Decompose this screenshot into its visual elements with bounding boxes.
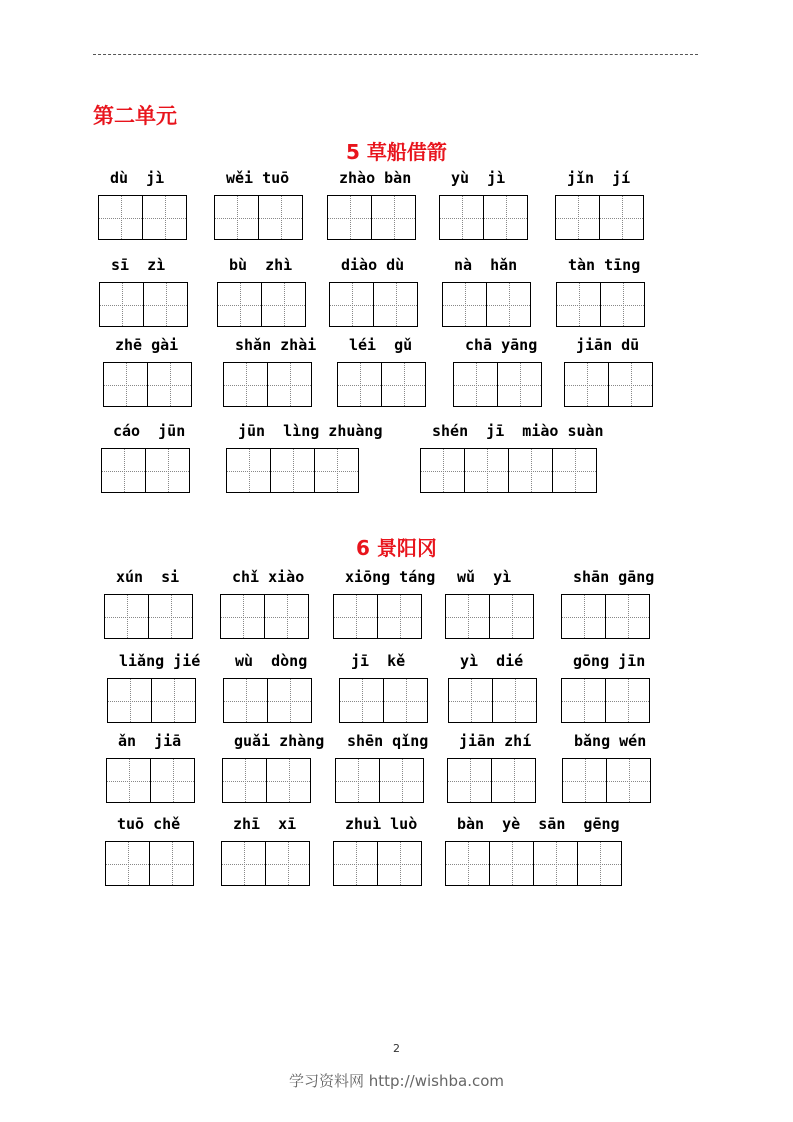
tian-zi-box[interactable] [329, 282, 374, 327]
pinyin-label: wěi tuō [226, 169, 290, 187]
writing-grid [420, 448, 596, 493]
tian-zi-box[interactable] [453, 362, 498, 407]
tian-zi-box[interactable] [314, 448, 359, 493]
pinyin-label: jūn lìng zhuàng [238, 422, 383, 440]
writing-grid [555, 195, 643, 240]
word-item [561, 652, 649, 723]
pinyin-label: jī kě [351, 652, 406, 670]
writing-grid [223, 678, 311, 723]
pinyin-label: jǐn jí [567, 169, 631, 187]
tian-zi-box[interactable] [151, 678, 196, 723]
writing-grid [445, 841, 621, 886]
tian-zi-box[interactable] [98, 195, 143, 240]
tian-zi-box[interactable] [223, 362, 268, 407]
pinyin-label: zhē gài [115, 336, 179, 354]
tian-zi-box[interactable] [105, 841, 150, 886]
tian-zi-box[interactable] [214, 195, 259, 240]
writing-grid [105, 841, 193, 886]
tian-zi-box[interactable] [258, 195, 303, 240]
writing-grid [442, 282, 530, 327]
word-item [337, 336, 425, 407]
writing-grid [333, 841, 421, 886]
pinyin-label: chā yāng [465, 336, 538, 354]
writing-grid [103, 362, 191, 407]
tian-zi-box[interactable] [556, 282, 601, 327]
tian-zi-box[interactable] [599, 195, 644, 240]
tian-zi-box[interactable] [445, 841, 490, 886]
tian-zi-box[interactable] [267, 362, 312, 407]
tian-zi-box[interactable] [605, 678, 650, 723]
word-item [448, 652, 536, 723]
tian-zi-box[interactable] [600, 282, 645, 327]
tian-zi-box[interactable] [448, 678, 493, 723]
tian-zi-box[interactable] [606, 758, 651, 803]
word-item [107, 652, 201, 723]
pinyin-label: zhī xī [233, 815, 297, 833]
tian-zi-box[interactable] [147, 362, 192, 407]
word-item [226, 422, 383, 493]
word-item [447, 732, 535, 803]
page-number: 2 [393, 1042, 400, 1055]
tian-zi-box[interactable] [101, 448, 146, 493]
pinyin-label: shēn qǐng [347, 732, 429, 750]
writing-grid [561, 678, 649, 723]
writing-grid [329, 282, 417, 327]
pinyin-label: liǎng jié [119, 652, 201, 670]
writing-grid [562, 758, 650, 803]
word-item [104, 568, 192, 639]
tian-zi-box[interactable] [217, 282, 262, 327]
writing-grid [448, 678, 536, 723]
pinyin-label: shǎn zhài [235, 336, 317, 354]
tian-zi-box[interactable] [464, 448, 509, 493]
word-item [339, 652, 427, 723]
writing-grid [220, 594, 308, 639]
writing-grid [453, 362, 541, 407]
writing-grid [564, 362, 652, 407]
pinyin-label: diào dù [341, 256, 405, 274]
tian-zi-box[interactable] [335, 758, 380, 803]
writing-grid [335, 758, 423, 803]
writing-grid [556, 282, 644, 327]
tian-zi-box[interactable] [489, 841, 534, 886]
word-item [106, 732, 194, 803]
pinyin-label: yù jì [451, 169, 506, 187]
writing-grid [107, 678, 195, 723]
tian-zi-box[interactable] [373, 282, 418, 327]
word-item [220, 568, 308, 639]
word-item [214, 169, 302, 240]
word-item [561, 568, 655, 639]
tian-zi-box[interactable] [377, 594, 422, 639]
pinyin-label: tuō chě [117, 815, 181, 833]
tian-zi-box[interactable] [223, 678, 268, 723]
word-item [222, 732, 325, 803]
word-item [445, 568, 533, 639]
word-item [442, 256, 530, 327]
word-item [439, 169, 527, 240]
tian-zi-box[interactable] [142, 195, 187, 240]
tian-zi-box[interactable] [333, 841, 378, 886]
writing-grid [223, 362, 311, 407]
word-item [564, 336, 652, 407]
pinyin-label: chǐ xiào [232, 568, 305, 586]
tian-zi-box[interactable] [561, 594, 606, 639]
writing-grid [226, 448, 358, 493]
tian-zi-box[interactable] [222, 758, 267, 803]
word-item [562, 732, 650, 803]
word-item [333, 568, 436, 639]
tian-zi-box[interactable] [339, 678, 384, 723]
tian-zi-box[interactable] [226, 448, 271, 493]
writing-grid [222, 758, 310, 803]
tian-zi-box[interactable] [562, 758, 607, 803]
word-item [103, 336, 191, 407]
tian-zi-box[interactable] [491, 758, 536, 803]
writing-grid [101, 448, 189, 493]
unit-title: 第二单元 [93, 104, 177, 128]
writing-grid [445, 594, 533, 639]
pinyin-label: shān gāng [573, 568, 655, 586]
word-item [221, 815, 309, 886]
word-item [329, 256, 417, 327]
tian-zi-box[interactable] [149, 841, 194, 886]
word-item [556, 256, 644, 327]
tian-zi-box[interactable] [106, 758, 151, 803]
writing-grid [339, 678, 427, 723]
pinyin-label: bù zhì [229, 256, 293, 274]
tian-zi-box[interactable] [508, 448, 553, 493]
pinyin-label: zhuì luò [345, 815, 418, 833]
pinyin-label: guǎi zhàng [234, 732, 325, 750]
tian-zi-box[interactable] [533, 841, 578, 886]
pinyin-label: jiān dū [576, 336, 640, 354]
word-item [223, 336, 317, 407]
tian-zi-box[interactable] [445, 594, 490, 639]
tian-zi-box[interactable] [439, 195, 484, 240]
pinyin-label: wǔ yì [457, 568, 512, 586]
tian-zi-box[interactable] [381, 362, 426, 407]
tian-zi-box[interactable] [264, 594, 309, 639]
pinyin-label: jiān zhí [459, 732, 532, 750]
tian-zi-box[interactable] [270, 448, 315, 493]
word-item [98, 169, 186, 240]
tian-zi-box[interactable] [148, 594, 193, 639]
pinyin-label: yì dié [460, 652, 524, 670]
pinyin-label: zhào bàn [339, 169, 412, 187]
writing-grid [99, 282, 187, 327]
tian-zi-box[interactable] [377, 841, 422, 886]
writing-grid [439, 195, 527, 240]
tian-zi-box[interactable] [107, 678, 152, 723]
writing-grid [214, 195, 302, 240]
tian-zi-box[interactable] [337, 362, 382, 407]
footer-watermark: 学习资料网 http://wishba.com [289, 1072, 504, 1090]
pinyin-label: léi gǔ [349, 336, 413, 354]
word-item [99, 256, 187, 327]
tian-zi-box[interactable] [497, 362, 542, 407]
pinyin-label: wù dòng [235, 652, 308, 670]
tian-zi-box[interactable] [145, 448, 190, 493]
word-item [555, 169, 643, 240]
tian-zi-box[interactable] [104, 594, 149, 639]
tian-zi-box[interactable] [371, 195, 416, 240]
pinyin-label: xún si [116, 568, 180, 586]
word-item [420, 422, 604, 493]
tian-zi-box[interactable] [552, 448, 597, 493]
tian-zi-box[interactable] [383, 678, 428, 723]
writing-grid [104, 594, 192, 639]
writing-grid [327, 195, 415, 240]
pinyin-label: ǎn jiā [118, 732, 182, 750]
tian-zi-box[interactable] [327, 195, 372, 240]
tian-zi-box[interactable] [99, 282, 144, 327]
tian-zi-box[interactable] [605, 594, 650, 639]
word-item [101, 422, 189, 493]
writing-grid [221, 841, 309, 886]
writing-grid [106, 758, 194, 803]
tian-zi-box[interactable] [608, 362, 653, 407]
pinyin-label: bǎng wén [574, 732, 647, 750]
tian-zi-box[interactable] [442, 282, 487, 327]
lesson-5-title: 5 草船借箭 [346, 140, 447, 164]
word-item [445, 815, 621, 886]
lesson-6-title: 6 景阳冈 [356, 536, 437, 560]
tian-zi-box[interactable] [143, 282, 188, 327]
tian-zi-box[interactable] [483, 195, 528, 240]
tian-zi-box[interactable] [333, 594, 378, 639]
tian-zi-box[interactable] [447, 758, 492, 803]
tian-zi-box[interactable] [489, 594, 534, 639]
writing-grid [98, 195, 186, 240]
tian-zi-box[interactable] [221, 841, 266, 886]
tian-zi-box[interactable] [420, 448, 465, 493]
tian-zi-box[interactable] [150, 758, 195, 803]
header-dashed-rule [93, 54, 698, 55]
writing-grid [333, 594, 421, 639]
pinyin-label: cáo jūn [113, 422, 186, 440]
tian-zi-box[interactable] [561, 678, 606, 723]
word-item [335, 732, 429, 803]
pinyin-label: tàn tīng [568, 256, 641, 274]
pinyin-label: xiōng táng [345, 568, 436, 586]
word-item [223, 652, 311, 723]
tian-zi-box[interactable] [267, 678, 312, 723]
writing-grid [561, 594, 649, 639]
tian-zi-box[interactable] [492, 678, 537, 723]
tian-zi-box[interactable] [265, 841, 310, 886]
pinyin-label: dù jì [110, 169, 165, 187]
tian-zi-box[interactable] [486, 282, 531, 327]
writing-grid [447, 758, 535, 803]
tian-zi-box[interactable] [220, 594, 265, 639]
tian-zi-box[interactable] [564, 362, 609, 407]
word-item [453, 336, 541, 407]
pinyin-label: bàn yè sān gēng [457, 815, 620, 833]
word-item [327, 169, 415, 240]
tian-zi-box[interactable] [577, 841, 622, 886]
tian-zi-box[interactable] [103, 362, 148, 407]
tian-zi-box[interactable] [261, 282, 306, 327]
word-item [105, 815, 193, 886]
tian-zi-box[interactable] [266, 758, 311, 803]
word-item [217, 256, 305, 327]
word-item [333, 815, 421, 886]
pinyin-label: shén jī miào suàn [432, 422, 604, 440]
pinyin-label: gōng jīn [573, 652, 646, 670]
writing-grid [337, 362, 425, 407]
tian-zi-box[interactable] [379, 758, 424, 803]
pinyin-label: nà hǎn [454, 256, 518, 274]
tian-zi-box[interactable] [555, 195, 600, 240]
pinyin-label: sī zì [111, 256, 166, 274]
writing-grid [217, 282, 305, 327]
